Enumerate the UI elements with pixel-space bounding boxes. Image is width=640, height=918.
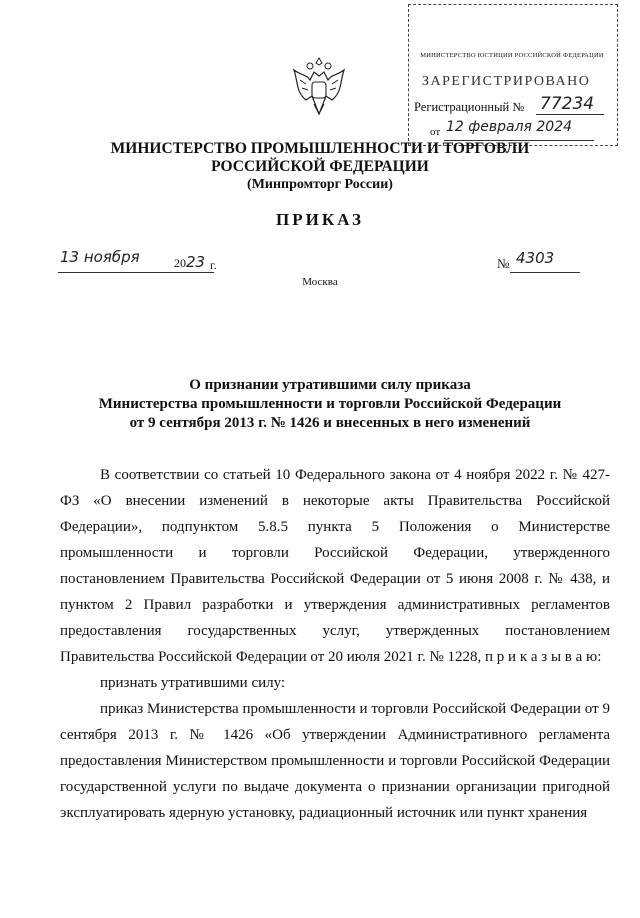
year (174, 253, 205, 271)
date-handwritten: 13 ноября (60, 248, 140, 266)
ministry-name-line2: РОССИЙСКОЙ ФЕДЕРАЦИИ (211, 158, 429, 175)
year-suffix: 23 (186, 253, 206, 271)
year-prefix: 20 (174, 256, 186, 270)
ministry-header (100, 140, 540, 194)
document-body (60, 462, 610, 826)
city: Москва (302, 276, 338, 288)
document-type: ПРИКАЗ (276, 210, 364, 229)
body-paragraph-1: В соответствии со статьей 10 Федерального закона от 4 ноября 2022 г. № 427-ФЗ «О внесении изменений в некоторые акты Правительства Российской Федерации», подпунктом 5.8.5 пункта 5 Положения о Министерстве промышленности и торговли Российской Федерации, утвержденного постановлением Правительства Российской Федерации от 5 июня 2008 г. № 438, и пунктом 2 Правил разработки и утверждения административных регламентов предоставления государственных услуг, утвержденных постановлением Правительства Российской Федерации от 20 июля 2021 г. № 1228, п р и к а з ы в а ю: (60, 467, 610, 665)
stamp-number-line (536, 114, 604, 115)
russian-coat-of-arms-icon (288, 52, 350, 120)
document-number: 4303 (516, 249, 555, 267)
stamp-reg-number: 77234 (540, 94, 595, 114)
title-line2: Министерства промышленности и торговли Российской Федерации (98, 396, 562, 412)
title-line3: от 9 сентября 2013 г. № 1426 и внесенных в него изменений (129, 415, 531, 431)
ministry-name-line1: МИНИСТЕРСТВО ПРОМЫШЛЕННОСТИ И ТОРГОВЛИ (110, 140, 530, 157)
document-title (60, 376, 600, 433)
stamp-reg-label: Регистрационный № (414, 100, 525, 114)
body-paragraph-2: признать утратившими силу: (100, 675, 286, 691)
stamp-registered: ЗАРЕГИСТРИРОВАНО (422, 74, 591, 89)
stamp-ministry: МИНИСТЕРСТВО ЮСТИЦИИ РОССИЙСКОЙ ФЕДЕРАЦИИ (420, 52, 604, 59)
title-line1: О признании утратившими силу приказа (189, 377, 471, 393)
number-sign: № (497, 256, 510, 271)
stamp-from-label: от (430, 126, 441, 138)
body-paragraph-3: приказ Министерства промышленности и торговли Российской Федерации от 9 сентября 2013 г. № 1426 «Об утверждении Административного регламента предоставления Министерством промышленности и торговли Российской Федерации государственной услуги по выдаче документа о признании организации пригодной эксплуатировать ядерную установку, радиационный источник или пункт хранения (60, 701, 610, 821)
ministry-short-name: (Минпромторг России) (247, 177, 393, 192)
stamp-reg-date: 12 февраля 2024 (446, 119, 573, 135)
year-abbrev: г. (210, 258, 217, 272)
